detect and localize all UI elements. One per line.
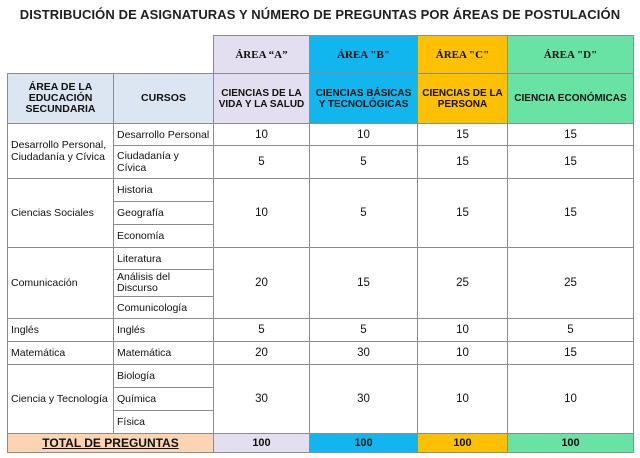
total-row bbox=[8, 434, 634, 453]
value-cell: 10 bbox=[214, 179, 310, 248]
total-label: TOTAL DE PREGUNTAS bbox=[42, 436, 179, 450]
value-cell: 5 bbox=[310, 146, 418, 179]
secondary-area-cell: Desarrollo Personal, Ciudadanía y Cívica bbox=[8, 124, 114, 179]
value-cell: 10 bbox=[214, 124, 310, 146]
value-cell: 15 bbox=[508, 124, 634, 146]
course-cell: Biología bbox=[114, 365, 214, 388]
value-cell: 10 bbox=[310, 124, 418, 146]
area-a-description: CIENCIAS DE LA VIDA Y LA SALUD bbox=[214, 74, 310, 124]
table-row bbox=[8, 342, 634, 365]
course-cell: Análisis del Discurso bbox=[114, 270, 214, 297]
total-label-cell bbox=[8, 434, 214, 453]
course-cell: Ciudadanía y Cívica bbox=[114, 146, 214, 179]
course-cell: Economía bbox=[114, 225, 214, 248]
value-cell: 10 bbox=[508, 365, 634, 434]
total-c: 100 bbox=[418, 434, 508, 453]
secondary-area-cell: Comunicación bbox=[8, 248, 114, 319]
secondary-area-cell: Ciencia y Tecnología bbox=[8, 365, 114, 434]
course-cell: Química bbox=[114, 388, 214, 411]
course-cell: Matemática bbox=[114, 342, 214, 365]
column-header-cursos: CURSOS bbox=[114, 74, 214, 124]
value-cell: 15 bbox=[508, 179, 634, 248]
total-d: 100 bbox=[508, 434, 634, 453]
value-cell: 25 bbox=[508, 248, 634, 319]
area-b-description: CIENCIAS BÁSICAS Y TECNOLÓGICAS bbox=[310, 74, 418, 124]
value-cell: 30 bbox=[214, 365, 310, 434]
value-cell: 15 bbox=[310, 248, 418, 319]
secondary-area-cell: Matemática bbox=[8, 342, 114, 365]
value-cell: 15 bbox=[418, 124, 508, 146]
value-cell: 10 bbox=[418, 319, 508, 342]
header-row bbox=[8, 74, 634, 124]
value-cell: 10 bbox=[418, 365, 508, 434]
table-row bbox=[8, 124, 634, 146]
value-cell: 20 bbox=[214, 248, 310, 319]
value-cell: 5 bbox=[310, 179, 418, 248]
value-cell: 15 bbox=[508, 342, 634, 365]
value-cell: 5 bbox=[214, 319, 310, 342]
distribution-table bbox=[7, 35, 634, 453]
column-header-area: ÁREA DE LA EDUCACIÓN SECUNDARIA bbox=[8, 74, 114, 124]
total-a: 100 bbox=[214, 434, 310, 453]
course-cell: Física bbox=[114, 411, 214, 434]
area-a-name: ÁREA “A” bbox=[214, 36, 310, 74]
course-cell: Geografía bbox=[114, 202, 214, 225]
table-row bbox=[8, 179, 634, 202]
page-title: DISTRIBUCIÓN DE ASIGNATURAS Y NÚMERO DE PREGUNTAS POR ÁREAS DE POSTULACIÓN bbox=[19, 7, 621, 22]
secondary-area-cell: Ciencias Sociales bbox=[8, 179, 114, 248]
total-b: 100 bbox=[310, 434, 418, 453]
area-d-description: CIENCIA ECONÓMICAS bbox=[508, 74, 634, 124]
area-c-description: CIENCIAS DE LA PERSONA bbox=[418, 74, 508, 124]
course-cell: Comunicología bbox=[114, 297, 214, 319]
value-cell: 20 bbox=[214, 342, 310, 365]
value-cell: 30 bbox=[310, 342, 418, 365]
area-d-name: ÁREA "D" bbox=[508, 36, 634, 74]
table-row bbox=[8, 248, 634, 270]
value-cell: 10 bbox=[418, 342, 508, 365]
value-cell: 25 bbox=[418, 248, 508, 319]
course-cell: Inglés bbox=[114, 319, 214, 342]
value-cell: 5 bbox=[310, 319, 418, 342]
course-cell: Literatura bbox=[114, 248, 214, 270]
value-cell: 15 bbox=[418, 146, 508, 179]
value-cell: 5 bbox=[508, 319, 634, 342]
table-row bbox=[8, 365, 634, 388]
value-cell: 5 bbox=[214, 146, 310, 179]
table-row bbox=[8, 319, 634, 342]
value-cell: 15 bbox=[418, 179, 508, 248]
area-b-name: ÁREA "B" bbox=[310, 36, 418, 74]
value-cell: 30 bbox=[310, 365, 418, 434]
value-cell: 15 bbox=[508, 146, 634, 179]
area-name-row bbox=[8, 36, 634, 74]
secondary-area-cell: Inglés bbox=[8, 319, 114, 342]
area-c-name: ÁREA "C" bbox=[418, 36, 508, 74]
course-cell: Desarrollo Personal bbox=[114, 124, 214, 146]
course-cell: Historia bbox=[114, 179, 214, 202]
